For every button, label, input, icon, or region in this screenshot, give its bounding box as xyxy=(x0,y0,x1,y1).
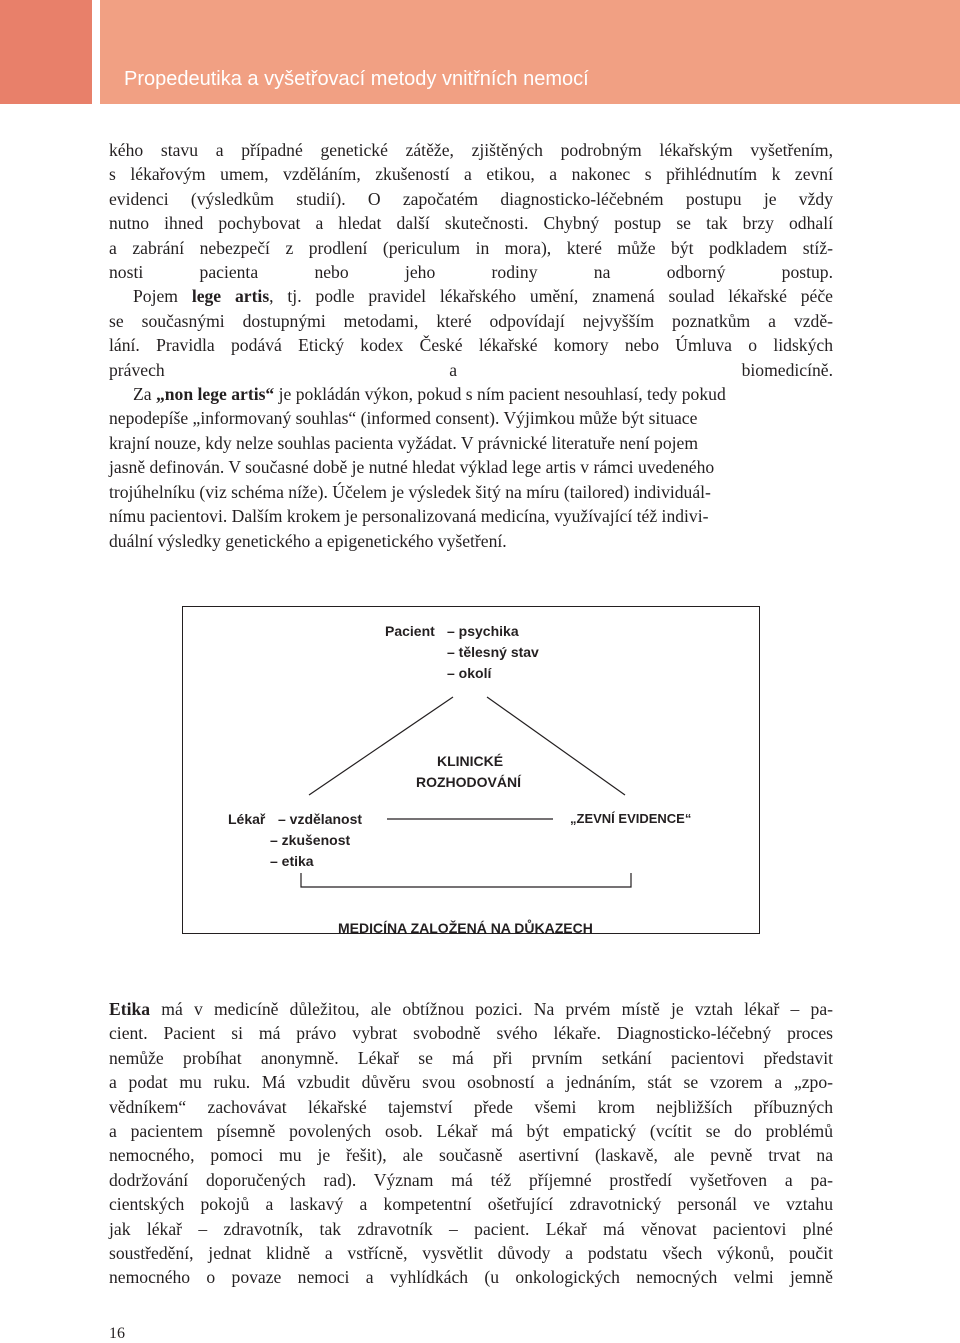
bracket-bottom xyxy=(301,873,631,887)
text-line: nepodepíše „informovaný souhlas“ (informed consent). Výjimkou může být situace xyxy=(109,408,698,429)
page-number: 16 xyxy=(109,1325,125,1342)
term-etika: Etika xyxy=(109,999,151,1019)
diagram-doctor-label: Lékař xyxy=(228,811,266,827)
text-line: nutno ihned pochybovat a hledat další skutečnosti. Chybný postup se tak brzy odhalí xyxy=(109,213,833,234)
body-text-bottom xyxy=(109,997,833,1290)
text-line: krajní nouze, kdy nelze souhlas pacienta vyžádat. V právnické literatuře není pojem xyxy=(109,432,699,453)
header-dark-block xyxy=(0,0,92,104)
diagram-patient-item: – psychika xyxy=(447,623,519,639)
text-line: cientských pokojů a laskavý a kompetentní ošetřující zdravotnický personál ve vztahu xyxy=(109,1194,833,1215)
text-line: nemocného, pomoci mu je řešit), ale současně asertivní (laskavě, ale pevně trvat na xyxy=(109,1145,833,1166)
text-line: kého stavu a případné genetické zátěže, zjištěných podrobným lékařským vyšetřením, xyxy=(109,140,833,160)
text-line: právech a biomedicíně. xyxy=(109,359,833,380)
text-line: cient. Pacient si má právo vybrat svobodně svého lékaře. Diagnosticko-léčebný proces xyxy=(109,1023,833,1044)
text-line: lání. Pravidla podává Etický kodex České lékařské komory nebo Úmluva o lidských xyxy=(109,335,833,356)
header-title: Propedeutika a vyšetřovací metody vnitřních nemocí xyxy=(124,68,589,90)
text-line: nemůže probíhat anonymně. Lékař se má při prvním setkání pacientovi představit xyxy=(109,1047,833,1068)
text-line: dodržování doporučených rad). Význam má též příjemné prostředí vyšetřoven a pa- xyxy=(109,1169,833,1190)
text-line: soustředění, jednat klidně a vstřícně, vysvětlit důvody a podstatu všech výkonů, poučit xyxy=(109,1243,833,1264)
text-line: a pacientem písemně povolených osob. Lékař má být empatický (vcítit se do problémů xyxy=(109,1121,833,1142)
decision-triangle-diagram xyxy=(182,606,760,934)
text-line: a zabrání nebezpečí z prodlení (periculum in mora), které může být podkladem stíž- xyxy=(109,237,833,258)
body-text-top xyxy=(109,138,833,553)
diagram-patient-item: – okolí xyxy=(447,665,492,681)
text-line: vědníkem“ zachovávat lékařské tajemství přede všemi krom nejbližších příbuzných xyxy=(109,1096,833,1117)
text-line: a podat mu ruku. Má vzbudit důvěru svou osobností a jednáním, stát se vzorem a „zpo- xyxy=(109,1072,833,1093)
paragraph xyxy=(109,284,833,382)
text-line: trojúhelníku (viz schéma níže). Účelem je výsledek šitý na míru (tailored) individuál- xyxy=(109,481,711,502)
text-line: se současnými dostupnými metodami, které odpovídají nejvyšším poznatkům a vzdě- xyxy=(109,310,833,331)
text-run: je pokládán výkon, pokud s ním pacient nesouhlasí, tedy pokud xyxy=(274,384,726,405)
diagram-doctor-item: – zkušenost xyxy=(270,832,351,848)
diagram-patient-item: – tělesný stav xyxy=(447,644,539,660)
diagram-doctor-item: – etika xyxy=(270,853,314,869)
text-line: jak lékař – zdravotník, tak zdravotník – pacient. Lékař má věnovat pacientovi plné xyxy=(109,1218,833,1239)
diagram-center-label: ROZHODOVÁNÍ xyxy=(416,774,521,790)
text-run: Pojem xyxy=(133,286,192,307)
page-header xyxy=(0,0,960,104)
text-line: s lékařovým umem, vzděláním, zkušeností a etikou, a nakonec s přihlédnutím k zevní xyxy=(109,164,833,185)
term-lege-artis: lege artis xyxy=(191,286,270,307)
text-line: jasně definován. V současné době je nutné hledat výklad lege artis v rámci uvedeného xyxy=(109,457,715,478)
diagram-bottom-label: MEDICÍNA ZALOŽENÁ NA DŮKAZECH xyxy=(338,920,593,936)
text-run: , tj. podle pravidel lékařského umění, znamená soulad lékařské péče xyxy=(269,286,833,307)
text-line: nímu pacientovi. Dalším krokem je personalizovaná medicína, využívající též indivi- xyxy=(109,506,709,527)
diagram-doctor-item: – vzdělanost xyxy=(278,811,363,827)
text-line: duální výsledky genetického a epigenetického vyšetření. xyxy=(109,530,507,551)
term-non-lege-artis: „non lege artis“ xyxy=(155,384,275,405)
text-run: Za xyxy=(133,384,156,405)
diagram-center-label: KLINICKÉ xyxy=(437,753,504,769)
text-run: má v medicíně důležitou, ale obtížnou pozici. Na prvém místě je vztah lékař – pa- xyxy=(150,999,833,1019)
paragraph xyxy=(109,382,833,553)
paragraph xyxy=(109,997,833,1290)
diagram-patient-label: Pacient xyxy=(385,623,435,639)
paragraph xyxy=(109,138,833,284)
diagram-evidence-label: „ZEVNÍ EVIDENCE“ xyxy=(570,811,692,826)
text-line: nemocného o povaze nemoci a vyhlídkách (u onkologických nemocných velmi jemně xyxy=(109,1267,833,1288)
text-line: nosti pacienta nebo jeho rodiny na odborný postup. xyxy=(109,262,833,283)
text-line: evidenci (výsledkům studií). O započatém diagnosticko-léčebném postupu je vždy xyxy=(109,188,833,209)
